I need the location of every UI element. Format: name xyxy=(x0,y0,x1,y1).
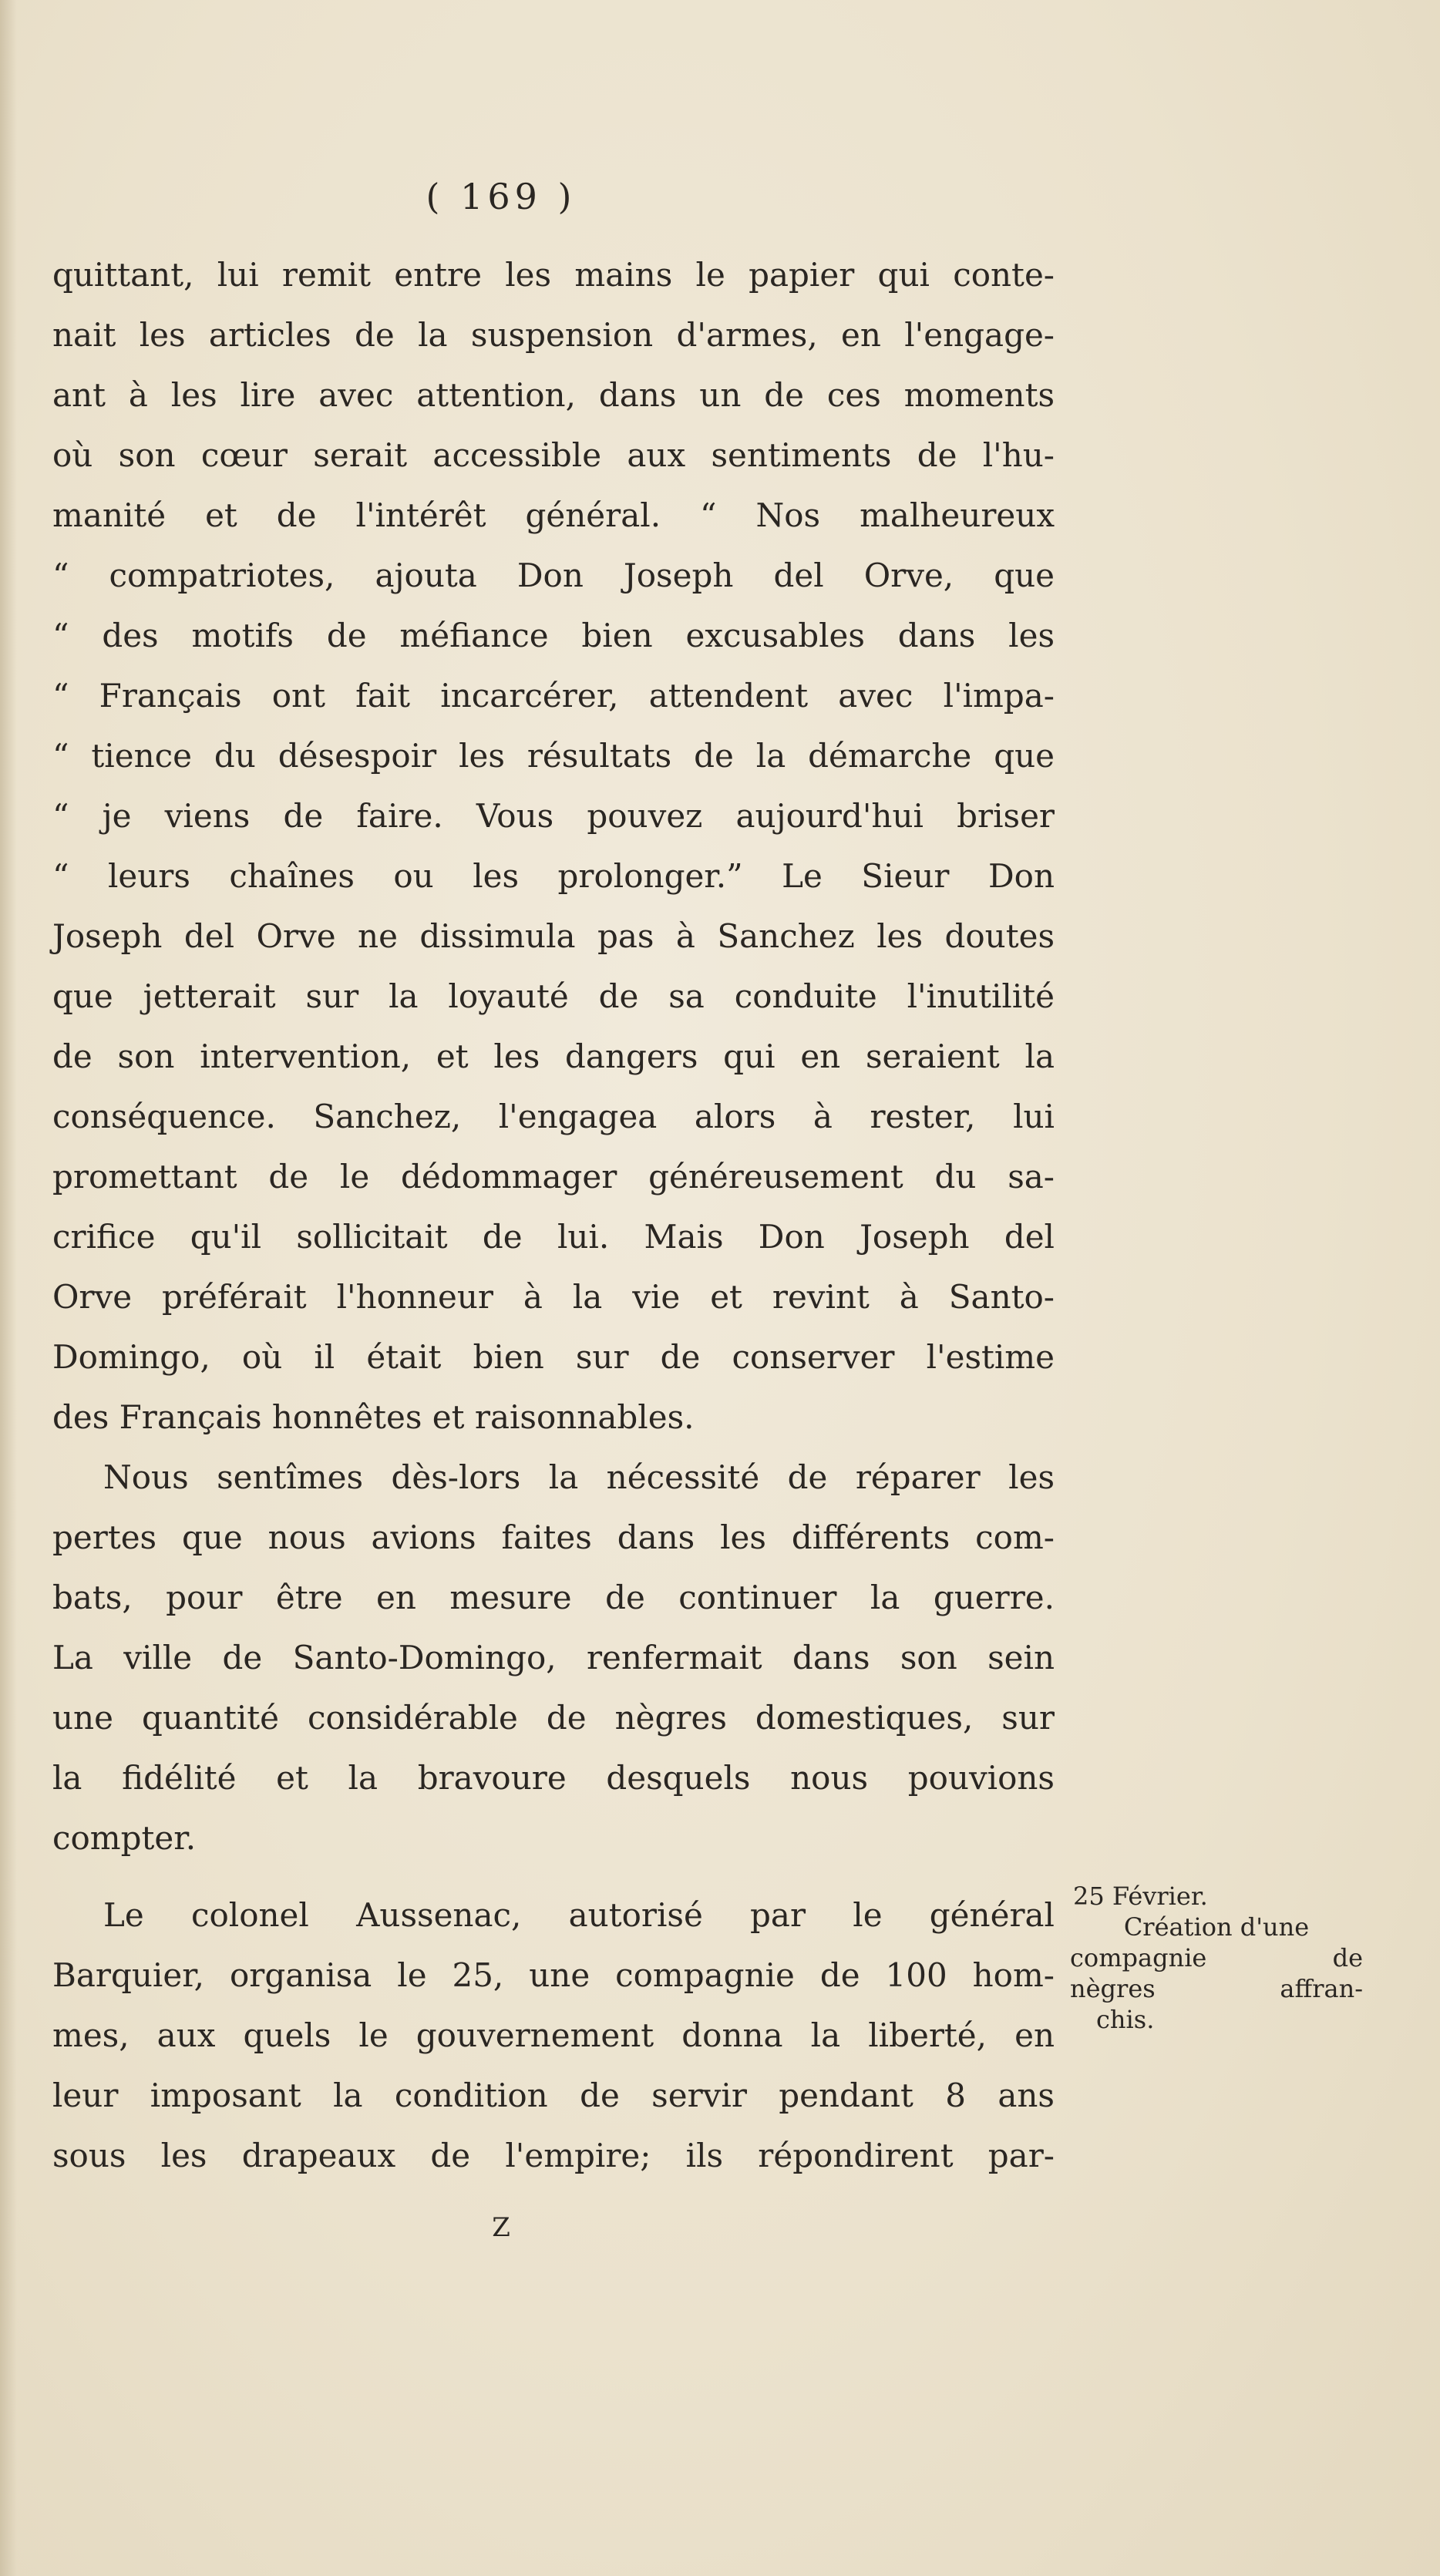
text-line: quittant, lui remit entre les mains le papier qui conte- xyxy=(52,256,1055,294)
text-line: sous les drapeaux de l'empire; ils répondirent par- xyxy=(52,2137,1055,2174)
margin-note-line: compagnie de xyxy=(1070,1943,1363,1972)
text-line: mes, aux quels le gouvernement donna la liberté, en xyxy=(52,2016,1055,2054)
text-line: “ tience du désespoir les résultats de la démarche que xyxy=(52,737,1055,775)
text-line: Domingo, où il était bien sur de conserver l'estime xyxy=(52,1338,1055,1376)
text-line: ant à les lire avec attention, dans un de ces moments xyxy=(52,376,1055,414)
text-line: promettant de le dédommager généreusement du sa- xyxy=(52,1158,1055,1196)
text-line: Nous sentîmes dès-lors la nécessité de réparer les xyxy=(103,1458,1055,1496)
text-line: leur imposant la condition de servir pendant 8 ans xyxy=(52,2077,1055,2114)
text-line: “ compatriotes, ajouta Don Joseph del Orve, que xyxy=(52,557,1055,594)
text-line: de son intervention, et les dangers qui en seraient la xyxy=(52,1037,1055,1075)
text-line: nait les articles de la suspension d'armes, en l'engage- xyxy=(52,316,1055,354)
text-line: pertes que nous avions faites dans les différents com- xyxy=(52,1518,1055,1556)
text-line: Le colonel Aussenac, autorisé par le général xyxy=(103,1896,1055,1934)
text-line: Barquier, organisa le 25, une compagnie de 100 hom- xyxy=(52,1956,1055,1994)
text-line: Joseph del Orve ne dissimula pas à Sanchez les doutes xyxy=(52,917,1055,955)
text-line: “ Français ont fait incarcérer, attendent avec l'impa- xyxy=(52,677,1055,715)
margin-note-line: Création d'une xyxy=(1123,1912,1310,1942)
paragraph-3 xyxy=(52,1885,1055,2186)
text-line: “ des motifs de méfiance bien excusables dans les xyxy=(52,617,1055,654)
margin-note-line: 25 Février. xyxy=(1073,1882,1208,1911)
text-line: compter. xyxy=(52,1819,197,1857)
text-line: où son cœur serait accessible aux sentiments de l'hu- xyxy=(52,436,1055,474)
text-line: une quantité considérable de nègres domestiques, sur xyxy=(52,1699,1055,1737)
margin-note-line: chis. xyxy=(1096,2005,1155,2034)
margin-note xyxy=(1070,1881,1363,2035)
text-line: “ leurs chaînes ou les prolonger.” Le Sieur Don xyxy=(52,857,1055,895)
page-number: ( 169 ) xyxy=(426,176,577,217)
margin-note-line: nègres affran- xyxy=(1070,1974,1363,2003)
text-line: manité et de l'intérêt général. “ Nos malheureux xyxy=(52,496,1055,534)
text-line: des Français honnêtes et raisonnables. xyxy=(52,1398,695,1436)
text-line: Orve préférait l'honneur à la vie et revint à Santo- xyxy=(52,1278,1055,1316)
paragraph-2 xyxy=(52,1448,1055,1868)
body-text xyxy=(52,245,1055,2186)
text-line: la fidélité et la bravoure desquels nous pouvions xyxy=(52,1759,1055,1797)
paragraph-1 xyxy=(52,245,1055,1448)
text-line: bats, pour être en mesure de continuer la guerre. xyxy=(52,1579,1055,1616)
text-line: que jetterait sur la loyauté de sa conduite l'inutilité xyxy=(52,977,1055,1015)
text-line: crifice qu'il sollicitait de lui. Mais Don Joseph del xyxy=(52,1218,1055,1256)
text-line: conséquence. Sanchez, l'engagea alors à rester, lui xyxy=(52,1098,1055,1135)
signature-mark: Z xyxy=(492,2212,510,2243)
text-line: La ville de Santo-Domingo, renfermait dans son sein xyxy=(52,1639,1055,1676)
text-line: “ je viens de faire. Vous pouvez aujourd'hui briser xyxy=(52,797,1055,835)
page-gutter-shadow xyxy=(0,0,17,2576)
